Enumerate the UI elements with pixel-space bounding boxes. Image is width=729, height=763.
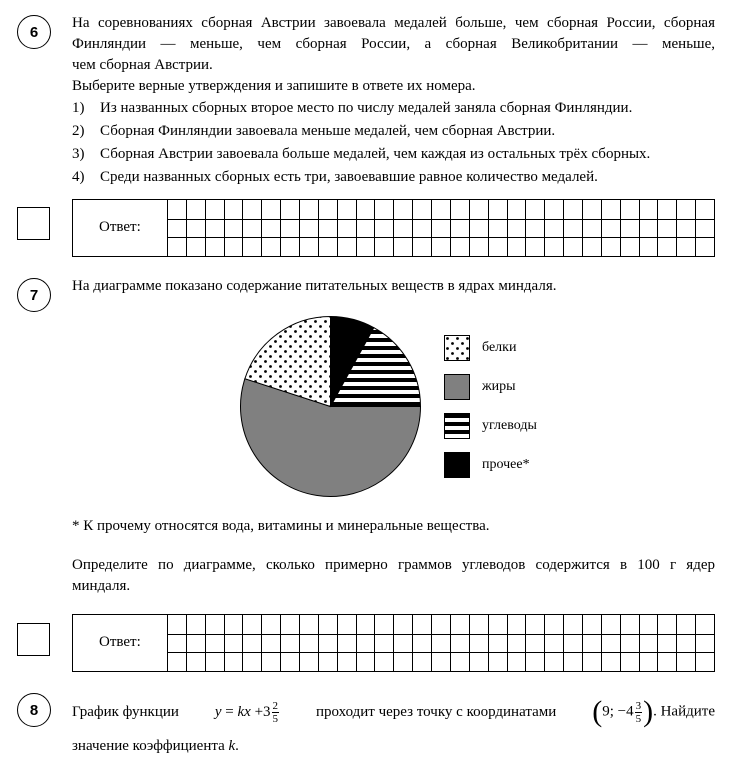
answer-cell[interactable]	[431, 634, 450, 653]
answer-cell[interactable]	[337, 237, 356, 256]
answer-cell[interactable]	[563, 200, 582, 219]
answer-cell[interactable]	[544, 237, 563, 256]
answer-cell[interactable]	[695, 615, 714, 634]
answer-cell[interactable]	[186, 634, 205, 653]
answer-cell[interactable]	[412, 615, 431, 634]
answer-cell[interactable]	[431, 237, 450, 256]
answer-cell[interactable]	[242, 615, 261, 634]
q7-answer-field[interactable]	[72, 614, 715, 672]
answer-cell[interactable]	[488, 219, 507, 238]
answer-cell[interactable]	[186, 237, 205, 256]
answer-cell[interactable]	[657, 200, 676, 219]
answer-cell[interactable]	[620, 634, 639, 653]
answer-cell[interactable]	[601, 634, 620, 653]
answer-cell[interactable]	[299, 237, 318, 256]
answer-cell[interactable]	[280, 237, 299, 256]
answer-cell[interactable]	[657, 652, 676, 671]
legend-swatch-other	[444, 452, 470, 478]
question-number-6: 6	[17, 15, 51, 49]
answer-cell[interactable]	[167, 237, 186, 256]
answer-cell[interactable]	[412, 219, 431, 238]
answer-cell[interactable]	[167, 652, 186, 671]
answer-cell[interactable]	[167, 615, 186, 634]
answer-cell[interactable]	[356, 219, 375, 238]
answer-cell[interactable]	[639, 200, 658, 219]
answer-cell[interactable]	[261, 634, 280, 653]
answer-cell[interactable]	[676, 634, 695, 653]
answer-cell[interactable]	[620, 219, 639, 238]
answer-cell[interactable]	[299, 652, 318, 671]
answer-cell[interactable]	[676, 200, 695, 219]
answer-cell[interactable]	[299, 634, 318, 653]
answer-cell[interactable]	[205, 634, 224, 653]
answer-cell[interactable]	[318, 200, 337, 219]
q7-question-line-1: Определите по диаграмме, сколько примерно граммов углеводов содержится в 100 г ядер	[72, 557, 715, 573]
answer-cell[interactable]	[601, 652, 620, 671]
answer-cell[interactable]	[318, 237, 337, 256]
answer-cell[interactable]	[450, 652, 469, 671]
legend-swatch-proteins	[444, 335, 470, 361]
q7-check-box[interactable]	[17, 623, 50, 656]
answer-cell[interactable]	[393, 219, 412, 238]
answer-cell[interactable]	[450, 200, 469, 219]
answer-cell[interactable]	[488, 652, 507, 671]
fraction: $\frac{3}{5}$	[635, 699, 642, 725]
answer-cell[interactable]	[337, 200, 356, 219]
answer-cell[interactable]	[261, 237, 280, 256]
answer-grid[interactable]	[167, 200, 714, 256]
answer-cell[interactable]	[280, 219, 299, 238]
stripes-pattern-icon	[445, 414, 469, 438]
answer-cell[interactable]	[488, 634, 507, 653]
answer-cell[interactable]	[280, 634, 299, 653]
answer-cell[interactable]	[224, 219, 243, 238]
answer-cell[interactable]	[582, 200, 601, 219]
answer-cell[interactable]	[525, 615, 544, 634]
answer-cell[interactable]	[393, 634, 412, 653]
q7-footnote: * К прочему относятся вода, витамины и минеральные вещества.	[72, 518, 490, 534]
answer-cell[interactable]	[450, 219, 469, 238]
dots-pattern-icon	[445, 336, 469, 360]
answer-cell[interactable]	[242, 634, 261, 653]
question-number-7: 7	[17, 278, 51, 312]
answer-cell[interactable]	[186, 615, 205, 634]
answer-cell[interactable]	[356, 200, 375, 219]
answer-cell[interactable]	[242, 200, 261, 219]
answer-cell[interactable]	[525, 219, 544, 238]
answer-cell[interactable]	[469, 652, 488, 671]
answer-cell[interactable]	[563, 634, 582, 653]
answer-cell[interactable]	[525, 200, 544, 219]
answer-cell[interactable]	[186, 652, 205, 671]
answer-cell[interactable]	[431, 615, 450, 634]
answer-grid[interactable]	[167, 615, 714, 671]
answer-cell[interactable]	[356, 615, 375, 634]
q8-line-1	[72, 692, 715, 732]
answer-cell[interactable]	[620, 652, 639, 671]
answer-cell[interactable]	[657, 237, 676, 256]
answer-cell[interactable]	[224, 652, 243, 671]
answer-cell[interactable]	[488, 237, 507, 256]
answer-cell[interactable]	[525, 237, 544, 256]
answer-cell[interactable]	[280, 200, 299, 219]
answer-cell[interactable]	[374, 652, 393, 671]
q6-option-1: 1) Из названных сборных второе место по числу медалей заняла сборная Финляндии.	[72, 100, 633, 116]
legend-swatch-fats	[444, 374, 470, 400]
answer-cell[interactable]	[582, 219, 601, 238]
answer-cell[interactable]	[374, 634, 393, 653]
q6-option-3: 3) Сборная Австрии завоевала больше медалей, чем каждая из остальных трёх сборных.	[72, 146, 651, 162]
answer-cell[interactable]	[601, 237, 620, 256]
answer-cell[interactable]	[374, 237, 393, 256]
answer-cell[interactable]	[374, 219, 393, 238]
answer-cell[interactable]	[205, 237, 224, 256]
answer-cell[interactable]	[242, 237, 261, 256]
q6-text	[72, 13, 715, 97]
answer-cell[interactable]	[563, 652, 582, 671]
answer-cell[interactable]	[488, 200, 507, 219]
answer-cell[interactable]	[639, 237, 658, 256]
q7-intro: На диаграмме показано содержание питательных веществ в ядрах миндаля.	[72, 278, 557, 294]
answer-cell[interactable]	[412, 200, 431, 219]
q7-question-line-2: миндаля.	[72, 578, 131, 594]
legend-swatch-carbs	[444, 413, 470, 439]
answer-cell[interactable]	[676, 652, 695, 671]
answer-cell[interactable]	[337, 219, 356, 238]
q6-check-box[interactable]	[17, 207, 50, 240]
answer-cell[interactable]	[318, 219, 337, 238]
answer-cell[interactable]	[469, 237, 488, 256]
answer-cell[interactable]	[620, 237, 639, 256]
answer-cell[interactable]	[205, 200, 224, 219]
answer-cell[interactable]	[582, 615, 601, 634]
answer-cell[interactable]	[261, 615, 280, 634]
answer-cell[interactable]	[601, 615, 620, 634]
answer-cell[interactable]	[544, 634, 563, 653]
answer-cell[interactable]	[205, 652, 224, 671]
q6-instruction: Выберите верные утверждения и запишите в ответе их номера.	[72, 78, 476, 94]
answer-cell[interactable]	[337, 634, 356, 653]
q8-line-2: значение коэффициента k.	[72, 738, 239, 754]
answer-cell[interactable]	[412, 652, 431, 671]
q8-formula: y = kx +3 $\frac{2}{5}$	[214, 699, 279, 725]
answer-cell[interactable]	[224, 634, 243, 653]
answer-cell[interactable]	[601, 200, 620, 219]
answer-cell[interactable]	[469, 219, 488, 238]
answer-cell[interactable]	[544, 219, 563, 238]
answer-cell[interactable]	[224, 615, 243, 634]
answer-cell[interactable]	[450, 615, 469, 634]
legend-label-other: прочее*	[482, 457, 530, 472]
answer-cell[interactable]	[337, 652, 356, 671]
answer-cell[interactable]	[488, 615, 507, 634]
answer-cell[interactable]	[563, 237, 582, 256]
answer-cell[interactable]	[280, 615, 299, 634]
answer-cell[interactable]	[167, 200, 186, 219]
answer-cell[interactable]	[695, 652, 714, 671]
answer-cell[interactable]	[676, 237, 695, 256]
answer-cell[interactable]	[412, 237, 431, 256]
answer-cell[interactable]	[695, 237, 714, 256]
q8-mid: проходит через точку с координатами	[315, 703, 557, 720]
answer-cell[interactable]	[601, 219, 620, 238]
answer-cell[interactable]	[507, 615, 526, 634]
answer-cell[interactable]	[620, 200, 639, 219]
answer-label: Ответ:	[99, 634, 141, 650]
answer-cell[interactable]	[507, 652, 526, 671]
answer-cell[interactable]	[374, 615, 393, 634]
answer-cell[interactable]	[657, 219, 676, 238]
answer-cell[interactable]	[356, 652, 375, 671]
answer-cell[interactable]	[507, 634, 526, 653]
answer-cell[interactable]	[431, 200, 450, 219]
legend-label-carbs: углеводы	[482, 418, 537, 433]
answer-cell[interactable]	[563, 219, 582, 238]
answer-cell[interactable]	[242, 219, 261, 238]
answer-cell[interactable]	[167, 219, 186, 238]
q6-line-2: Финляндии — меньше, чем сборная России, а сборная Великобритании — меньше,	[72, 36, 715, 52]
answer-cell[interactable]	[393, 200, 412, 219]
q6-option-4: 4) Среди названных сборных есть три, завоевавшие равное количество медалей.	[72, 169, 598, 185]
answer-cell[interactable]	[695, 634, 714, 653]
answer-cell[interactable]	[356, 237, 375, 256]
q6-option-2: 2) Сборная Финляндии завоевала меньше медалей, чем сборная Австрии.	[72, 123, 556, 139]
q8-point: (9; −4 $\frac{3}{5}$ ). Найдите	[592, 695, 715, 728]
answer-cell[interactable]	[356, 634, 375, 653]
answer-cell[interactable]	[318, 634, 337, 653]
answer-cell[interactable]	[469, 200, 488, 219]
answer-cell[interactable]	[620, 615, 639, 634]
answer-cell[interactable]	[507, 200, 526, 219]
legend-label-proteins: белки	[482, 340, 517, 355]
answer-cell[interactable]	[469, 634, 488, 653]
q8-lead: График функции	[72, 703, 179, 720]
answer-cell[interactable]	[695, 200, 714, 219]
answer-cell[interactable]	[639, 634, 658, 653]
answer-cell[interactable]	[676, 615, 695, 634]
answer-cell[interactable]	[507, 237, 526, 256]
q7-question	[72, 555, 715, 597]
fraction: $\frac{2}{5}$	[272, 699, 279, 725]
answer-cell[interactable]	[205, 219, 224, 238]
answer-cell[interactable]	[318, 615, 337, 634]
answer-cell[interactable]	[450, 634, 469, 653]
answer-cell[interactable]	[582, 652, 601, 671]
answer-cell[interactable]	[318, 652, 337, 671]
answer-cell[interactable]	[205, 615, 224, 634]
answer-cell[interactable]	[695, 219, 714, 238]
answer-cell[interactable]	[261, 219, 280, 238]
answer-cell[interactable]	[261, 200, 280, 219]
answer-cell[interactable]	[393, 652, 412, 671]
answer-cell[interactable]	[639, 615, 658, 634]
answer-cell[interactable]	[393, 237, 412, 256]
answer-cell[interactable]	[657, 634, 676, 653]
answer-cell[interactable]	[544, 652, 563, 671]
nutrient-pie-chart	[238, 314, 423, 499]
answer-cell[interactable]	[412, 634, 431, 653]
q6-line-3: чем сборная Австрии.	[72, 57, 213, 73]
answer-cell[interactable]	[224, 200, 243, 219]
q6-answer-field[interactable]	[72, 199, 715, 257]
q6-line-1: На соревнованиях сборная Австрии завоевала медалей больше, чем сборная России, сборная	[72, 15, 715, 31]
answer-cell[interactable]	[657, 615, 676, 634]
answer-cell[interactable]	[639, 219, 658, 238]
answer-cell[interactable]	[393, 615, 412, 634]
answer-cell[interactable]	[261, 652, 280, 671]
answer-cell[interactable]	[469, 615, 488, 634]
answer-label: Ответ:	[99, 219, 141, 235]
answer-cell[interactable]	[525, 652, 544, 671]
answer-cell[interactable]	[374, 200, 393, 219]
answer-cell[interactable]	[167, 634, 186, 653]
answer-cell[interactable]	[676, 219, 695, 238]
legend-label-fats: жиры	[482, 379, 516, 394]
answer-cell[interactable]	[582, 237, 601, 256]
answer-cell[interactable]	[544, 615, 563, 634]
answer-cell[interactable]	[186, 200, 205, 219]
answer-cell[interactable]	[299, 615, 318, 634]
answer-cell[interactable]	[582, 634, 601, 653]
answer-cell[interactable]	[224, 237, 243, 256]
answer-cell[interactable]	[280, 652, 299, 671]
answer-cell[interactable]	[337, 615, 356, 634]
question-number-8: 8	[17, 693, 51, 727]
answer-cell[interactable]	[299, 200, 318, 219]
answer-cell[interactable]	[525, 634, 544, 653]
answer-cell[interactable]	[507, 219, 526, 238]
answer-cell[interactable]	[299, 219, 318, 238]
answer-cell[interactable]	[431, 219, 450, 238]
answer-cell[interactable]	[544, 200, 563, 219]
answer-cell[interactable]	[563, 615, 582, 634]
answer-cell[interactable]	[431, 652, 450, 671]
answer-cell[interactable]	[242, 652, 261, 671]
answer-cell[interactable]	[450, 237, 469, 256]
answer-cell[interactable]	[186, 219, 205, 238]
answer-cell[interactable]	[639, 652, 658, 671]
